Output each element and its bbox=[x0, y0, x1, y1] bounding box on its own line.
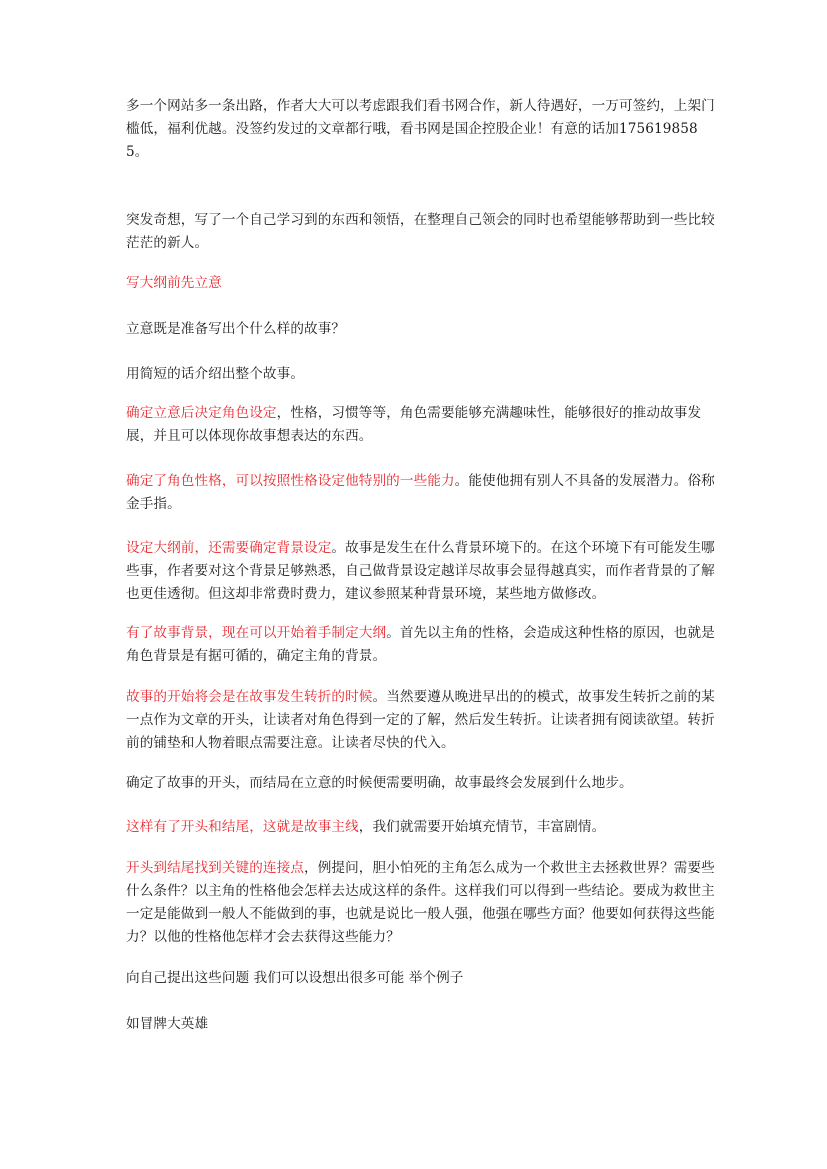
paragraph-10 bbox=[126, 686, 716, 755]
paragraph-13 bbox=[126, 857, 716, 949]
section-heading bbox=[126, 272, 716, 295]
paragraph-8-text: 。故事是发生在什么背景环境下的。在这个环境下有可能发生哪些事，作者要对这个背景足够熟悉，自己做背景设定越详尽故事会显得越真实，而作者背景的了解也更佳透彻。但这却非常费时费力，建议参照某种背景环境，某些地方做修改。 bbox=[126, 540, 715, 602]
paragraph-14 bbox=[126, 967, 716, 990]
paragraph-6-highlight: 确定立意后决定角色设定 bbox=[126, 405, 277, 421]
paragraph-10-text: 。当然要遵从晚进早出的的模式，故事发生转折之前的某一点作为文章的开头，让读者对角色得到一定的了解，然后发生转折。让读者拥有阅读欲望。转折前的铺垫和人物着眼点需要注意。让读者尽快的代入。 bbox=[126, 689, 715, 751]
paragraph-11-text: 确定了故事的开头，而结局在立意的时候便需要明确，故事最终会发展到什么地步。 bbox=[126, 775, 633, 791]
paragraph-6 bbox=[126, 402, 716, 448]
paragraph-1 bbox=[126, 95, 716, 164]
paragraph-9-text: 。首先以主角的性格，会造成这种性格的原因，也就是角色背景是有据可循的，确定主角的背景。 bbox=[126, 625, 715, 664]
paragraph-2 bbox=[126, 209, 716, 255]
paragraph-13-text: ，例提问，胆小怕死的主角怎么成为一个救世主去拯救世界？需要些什么条件？以主角的性格他会怎样去达成这样的条件。这样我们可以得到一些结论。要成为救世主一定是能做到一般人不能做到的事，也就是说比一般人强，他强在哪些方面？他要如何获得这些能力？以他的性格他怎样才会去获得这些能力？ bbox=[126, 860, 715, 945]
paragraph-7-highlight: 确定了角色性格，可以按照性格设定他特别的一些能力 bbox=[126, 473, 455, 489]
paragraph-9-highlight: 有了故事背景，现在可以开始着手制定大纲 bbox=[126, 625, 387, 641]
paragraph-10-highlight: 故事的开始将会是在故事发生转折的时候 bbox=[126, 689, 373, 705]
paragraph-14-text: 向自己提出这些问题 我们可以设想出很多可能 举个例子 bbox=[126, 970, 464, 986]
paragraph-15-text: 如冒牌大英雄 bbox=[126, 1016, 209, 1032]
paragraph-4 bbox=[126, 318, 716, 341]
paragraph-2-text: 突发奇想，写了一个自己学习到的东西和领悟，在整理自己领会的同时也希望能够帮助到一些比较茫茫的新人。 bbox=[126, 212, 715, 251]
paragraph-12-text: ，我们就需要开始填充情节，丰富剧情。 bbox=[358, 819, 606, 835]
paragraph-8 bbox=[126, 537, 716, 606]
paragraph-7-text: 。能使他拥有别人不具备的发展潜力。俗称金手指。 bbox=[126, 473, 715, 512]
paragraph-8-highlight: 设定大纲前，还需要确定背景设定 bbox=[126, 540, 332, 556]
paragraph-4-text: 立意既是准备写出个什么样的故事？ bbox=[126, 321, 346, 337]
paragraph-1-text: 多一个网站多一条出路，作者大大可以考虑跟我们看书网合作，新人待遇好，一万可签约，上架门槛低，福利优越。没签约发过的文章都行哦，看书网是国企控股企业！有意的话加1756198585。 bbox=[126, 98, 715, 160]
paragraph-7 bbox=[126, 470, 716, 516]
paragraph-12 bbox=[126, 816, 716, 839]
paragraph-5-text: 用简短的话介绍出整个故事。 bbox=[126, 366, 305, 382]
paragraph-12-highlight: 这样有了开头和结尾，这就是故事主线 bbox=[126, 819, 359, 835]
paragraph-11 bbox=[126, 772, 716, 795]
paragraph-9 bbox=[126, 622, 716, 668]
section-heading-text: 写大纲前先立意 bbox=[126, 275, 222, 291]
paragraph-5 bbox=[126, 363, 716, 386]
paragraph-15 bbox=[126, 1013, 716, 1036]
paragraph-13-highlight: 开头到结尾找到关键的连接点 bbox=[126, 860, 305, 876]
paragraph-6-text: ，性格，习惯等等，角色需要能够充满趣味性，能够很好的推动故事发展，并且可以体现你故事想表达的东西。 bbox=[126, 405, 702, 444]
